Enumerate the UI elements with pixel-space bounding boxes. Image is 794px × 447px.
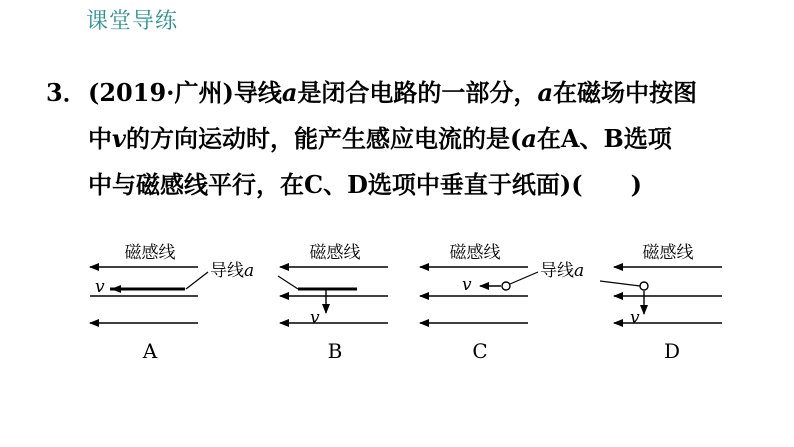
velocity-label-a: v [95,277,105,297]
wire-label-c: 导线a [540,261,585,281]
velocity-label-b: v [310,308,320,328]
field-label-b: 磁感线 [309,243,361,263]
field-label-c: 磁感线 [449,243,501,263]
question-line-2: 中v的方向运动时，能产生感应电流的是(a在A、B选项 [88,124,672,153]
wire-pointer-d [600,281,640,286]
wire-d [640,282,648,290]
wire-pointer-a [186,272,208,289]
wire-pointer-b [278,276,298,289]
wire-pointer-c [510,272,538,284]
question-number: 3． [46,78,87,107]
figure-d [600,243,722,363]
field-label-a: 磁感线 [124,243,176,263]
figure-a [90,243,254,363]
option-label-a: A [142,339,158,363]
wire-c [502,282,510,290]
velocity-label-d: v [630,308,640,328]
figure-b [278,243,388,363]
figure-c [420,243,584,363]
question-line-3: 中与磁感线平行，在C、D选项中垂直于纸面)( ) [88,170,642,199]
option-label-b: B [327,339,343,363]
section-title: 课堂导练 [86,9,179,34]
option-label-d: D [663,339,681,363]
velocity-label-c: v [462,275,472,295]
field-label-d: 磁感线 [642,243,694,263]
option-label-c: C [472,339,488,363]
question-line-1: 3．(2019·广州)导线a是闭合电路的一部分，a在磁场中按图 [46,70,786,116]
wire-label-a: 导线a [210,261,255,281]
